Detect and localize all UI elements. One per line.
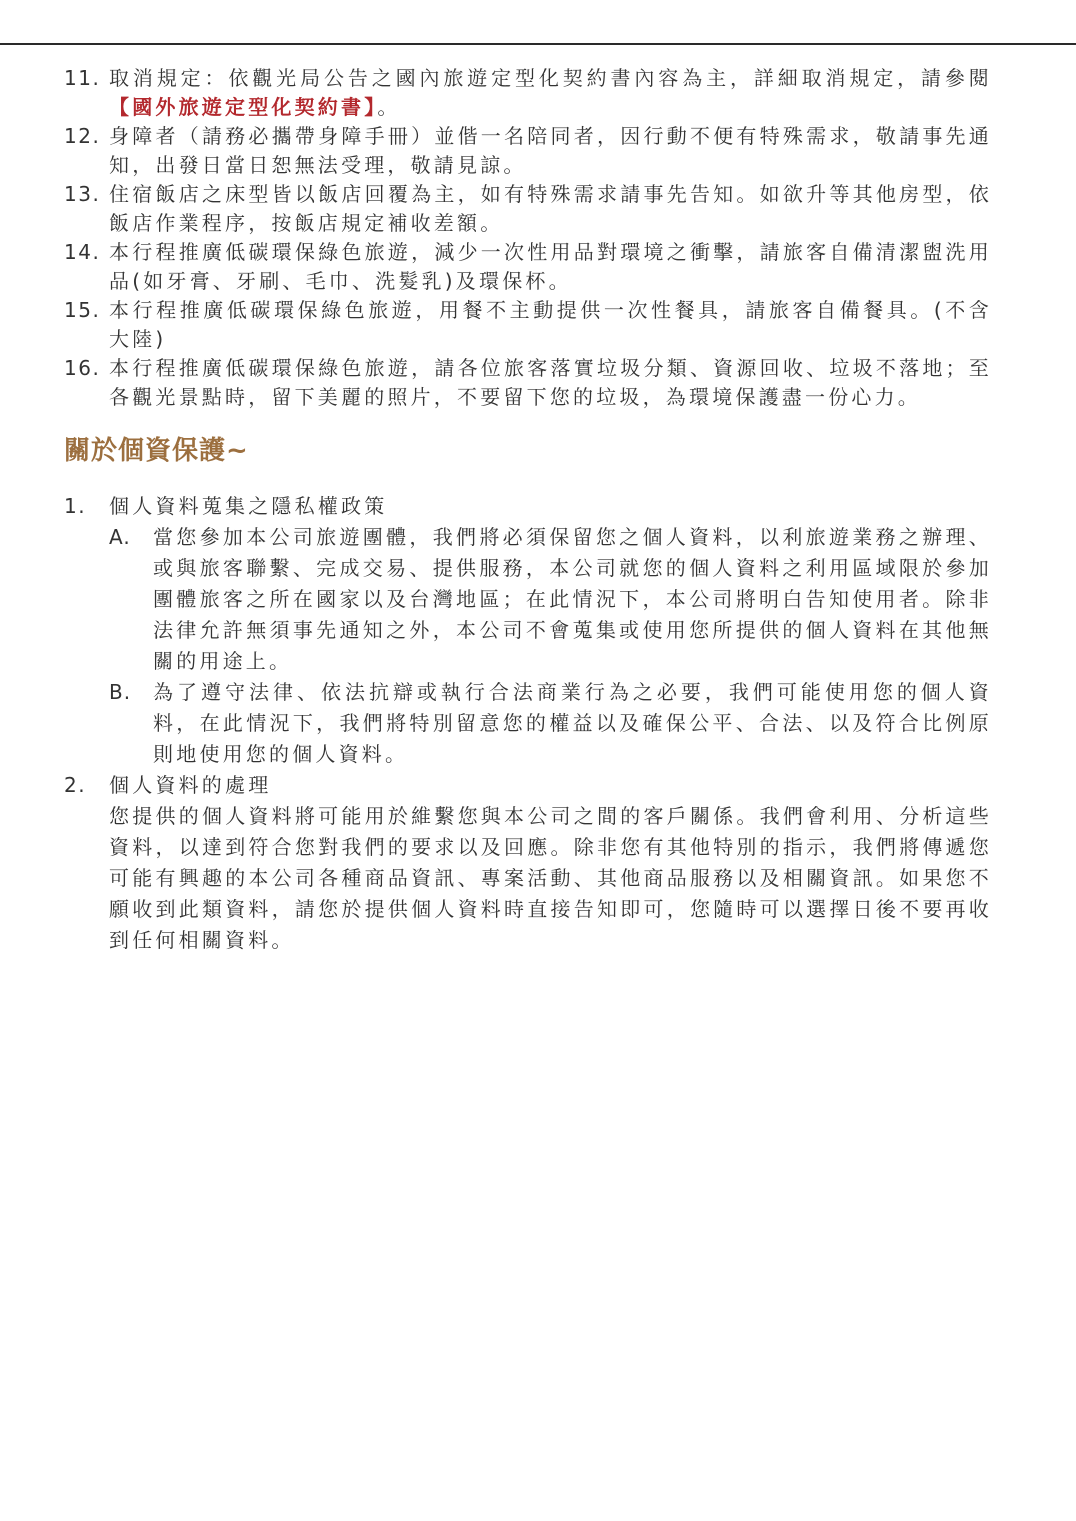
note-text: 取消規定：依觀光局公告之國內旅遊定型化契約書內容為主，詳細取消規定，請參閱 (109, 66, 992, 90)
privacy-list (64, 491, 992, 956)
note-number: 11. (64, 66, 101, 90)
note-number: 15. (64, 298, 101, 322)
sub-item-letter: A. (109, 525, 131, 549)
document-body (64, 64, 992, 956)
note-text: 本行程推廣低碳環保綠色旅遊，用餐不主動提供一次性餐具，請旅客自備餐具。(不含大陸) (109, 298, 992, 351)
notes-list (64, 64, 992, 412)
privacy-item-processing (64, 770, 992, 956)
note-item-15 (64, 296, 992, 354)
privacy-section-title: 關於個資保護~ (64, 436, 249, 466)
privacy-item-body: 您提供的個人資料將可能用於維繫您與本公司之間的客戶關係。我們會利用、分析這些資料，以達到符合您對我們的要求以及回應。除非您有其他特別的指示，我們將傳遞您可能有興趣的本公司各種商品資訊、專案活動、其他商品服務以及相關資訊。如果您不願收到此類資料，請您於提供個人資料時直接告知即可，您隨時可以選擇日後不要再收到任何相關資料。 (109, 804, 992, 952)
note-number: 12. (64, 124, 101, 148)
sub-item-text: 當您參加本公司旅遊團體，我們將必須保留您之個人資料，以利旅遊業務之辦理、或與旅客聯繫、完成交易、提供服務，本公司就您的個人資料之利用區域限於參加團體旅客之所在國家以及台灣地區；在此情況下，本公司將明白告知使用者。除非法律允許無須事先通知之外，本公司不會蒐集或使用您所提供的個人資料在其他無關的用途上。 (153, 525, 992, 673)
sub-item-text: 為了遵守法律、依法抗辯或執行合法商業行為之必要，我們可能使用您的個人資料，在此情況下，我們將特別留意您的權益以及確保公平、合法、以及符合比例原則地使用您的個人資料。 (153, 680, 992, 766)
privacy-item-heading: 個人資料的處理 (109, 773, 272, 797)
note-text: 本行程推廣低碳環保綠色旅遊，請各位旅客落實垃圾分類、資源回收、垃圾不落地；至各觀光景點時，留下美麗的照片，不要留下您的垃圾，為環境保護盡一份心力。 (109, 356, 992, 409)
privacy-sub-item-b (109, 677, 992, 770)
note-text: 本行程推廣低碳環保綠色旅遊，減少一次性用品對環境之衝擊，請旅客自備清潔盥洗用品(如牙膏、牙刷、毛巾、洗髮乳)及環保杯。 (109, 240, 992, 293)
note-item-12 (64, 122, 992, 180)
note-item-14 (64, 238, 992, 296)
note-number: 16. (64, 356, 101, 380)
note-text: 身障者（請務必攜帶身障手冊）並偕一名陪同者，因行動不便有特殊需求，敬請事先通知，出發日當日恕無法受理，敬請見諒。 (109, 124, 992, 177)
sub-item-letter: B. (109, 680, 132, 704)
note-item-13 (64, 180, 992, 238)
privacy-item-number: 2. (64, 773, 87, 797)
note-item-11 (64, 64, 992, 122)
top-divider (0, 43, 1076, 45)
note-text-end: 。 (377, 95, 401, 119)
privacy-item-heading: 個人資料蒐集之隱私權政策 (109, 494, 388, 518)
note-number: 13. (64, 182, 101, 206)
privacy-item-number: 1. (64, 494, 87, 518)
privacy-sub-item-a (109, 522, 992, 677)
privacy-sub-list (109, 522, 992, 770)
note-text: 住宿飯店之床型皆以飯店回覆為主，如有特殊需求請事先告知。如欲升等其他房型，依飯店作業程序，按飯店規定補收差額。 (109, 182, 992, 235)
note-item-16 (64, 354, 992, 412)
contract-link[interactable]: 【國外旅遊定型化契約書】 (109, 95, 378, 119)
privacy-item-collection (64, 491, 992, 770)
note-number: 14. (64, 240, 101, 264)
